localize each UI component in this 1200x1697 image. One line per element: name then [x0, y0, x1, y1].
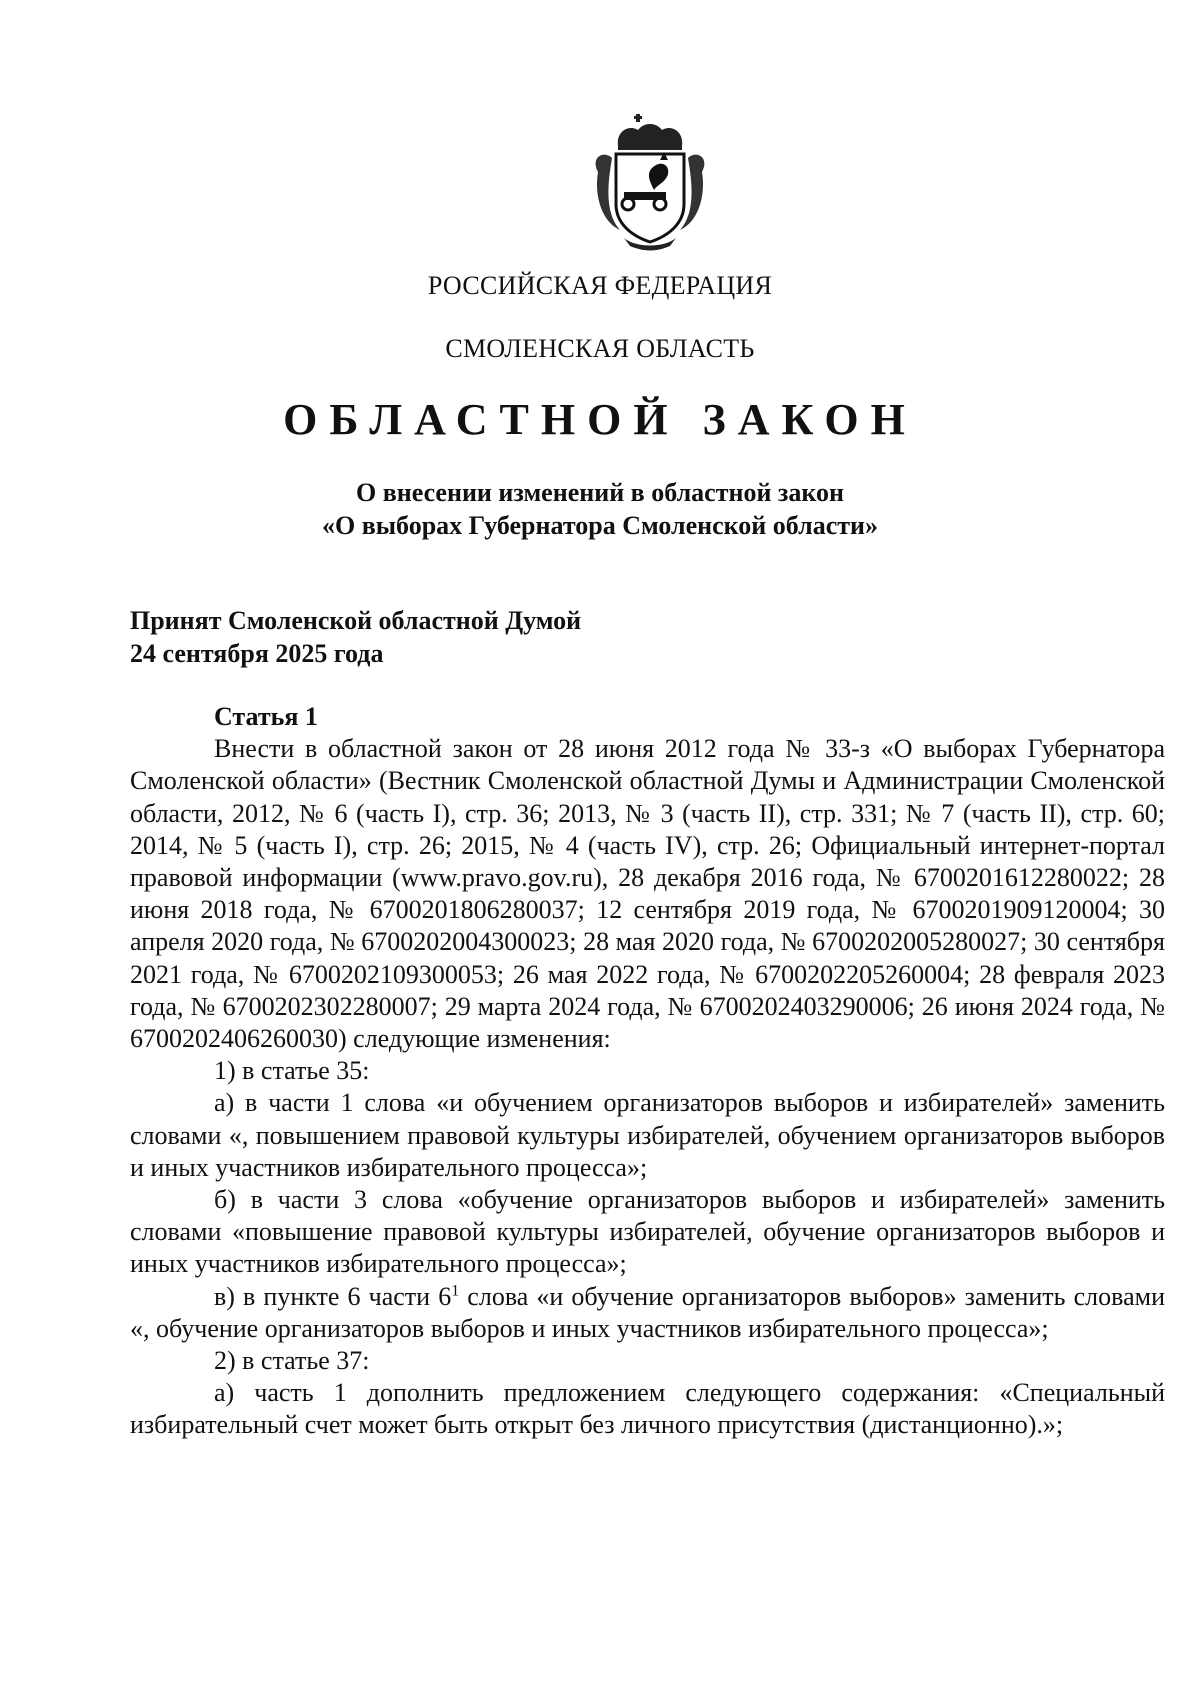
amendment-item-2: 2) в статье 37:: [214, 1346, 370, 1376]
region-heading: СМОЛЕНСКАЯ ОБЛАСТЬ: [445, 334, 755, 363]
superscript: 1: [451, 1282, 460, 1299]
adoption-date: 24 сентября 2025 года: [130, 639, 384, 668]
adopted-by: Принят Смоленской областной Думой: [130, 606, 582, 635]
amendment-item-1c-end: слова «и обучение организаторов выборов» заменить словами «, обучение организаторов выборов и иных участников избирательного процесса»;: [130, 1281, 1165, 1343]
amendment-item-1a: а) в части 1 слова «и обучением организаторов выборов и избирателей» заменить словами «, повышением правовой культуры избирателей, обучением организаторов выборов и иных участников избирательного процесса»;: [130, 1088, 1165, 1182]
law-subject-line-1: О внесении изменений в областной закон: [355, 478, 845, 507]
law-subject: [0, 476, 1200, 542]
amendment-item-1c: [130, 1281, 1165, 1345]
article-heading: Статья 1: [214, 702, 318, 731]
country-heading: РОССИЙСКАЯ ФЕДЕРАЦИЯ: [427, 271, 773, 300]
law-subject-line-2: «О выборах Губернатора Смоленской области»: [321, 511, 879, 540]
amendment-item-1c-start: в) в пункте 6 части 6: [214, 1281, 452, 1311]
smolensk-coat-of-arms-icon: [590, 112, 710, 252]
article-body: [130, 701, 1165, 1442]
document-type-title: ОБЛАСТНОЙ ЗАКОН: [283, 395, 917, 444]
amendment-item-1: 1) в статье 35:: [214, 1056, 370, 1086]
adoption-info: [130, 604, 581, 670]
amendment-item-2a: а) часть 1 дополнить предложением следующего содержания: «Специальный избирательный счет может быть открыт без личного присутствия (дистанционно).»;: [130, 1378, 1165, 1440]
article-intro: Внести в областной закон от 28 июня 2012 года № 33-з «О выборах Губернатора Смоленской области» (Вестник Смоленской областной Думы и Администрации Смоленской области, 2012, № 6 (часть I), стр. 36; 2013, № 3 (часть II), стр. 331; № 7 (часть II), стр. 60; 2014, № 5 (часть I), стр. 26; 2015, № 4 (часть IV), стр. 26; Официальный интернет-портал правовой информации (www.pravo.gov.ru), 28 декабря 2016 года, № 6700201612280022; 28 июня 2018 года, № 6700201806280037; 12 сентября 2019 года, № 6700201909120004; 30 апреля 2020 года, № 6700202004300023; 28 мая 2020 года, № 6700202005280027; 30 сентября 2021 года, № 6700202109300053; 26 мая 2022 года, № 6700202205260004; 28 февраля 2023 года, № 6700202302280007; 29 марта 2024 года, № 6700202403290006; 26 июня 2024 года, № 6700202406260030) следующие изменения:: [130, 734, 1165, 1054]
amendment-item-1b: б) в части 3 слова «обучение организаторов выборов и избирателей» заменить словами «повышение правовой культуры избирателей, обучение организаторов выборов и иных участников избирательного процесса»;: [130, 1185, 1165, 1279]
